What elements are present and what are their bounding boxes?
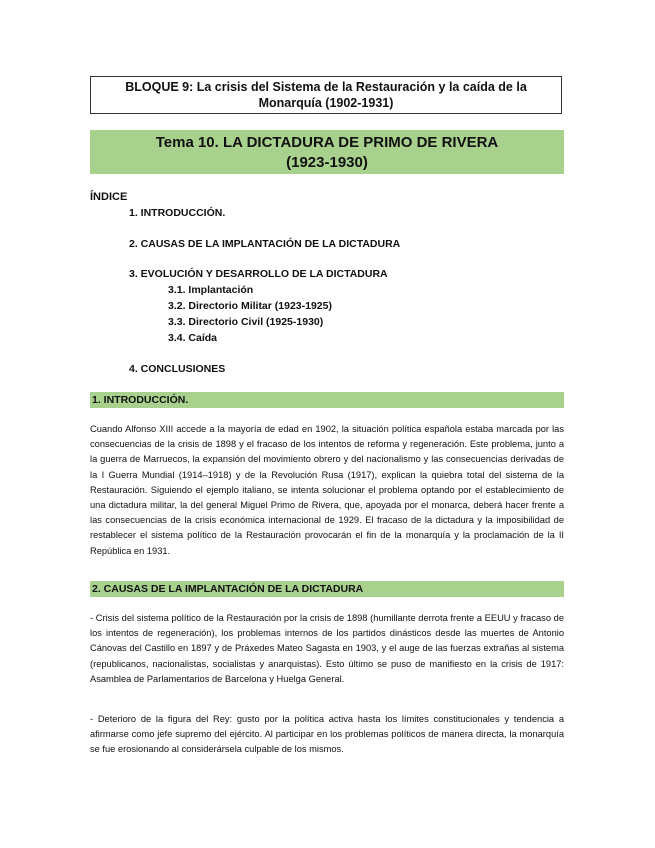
tema-title-line2: (1923-1930) [286,154,368,171]
toc-item-2: 2. CAUSAS DE LA IMPLANTACIÓN DE LA DICTADURA [129,238,401,250]
paragraph-causas-1: - Crisis del sistema político de la Restauración por la crisis de 1898 (humillante derrota frente a EEUU y fracaso de los intentos de regeneración), los problemas internos de los partidos dinásticos desde las muertes de Antonio Cánovas del Castillo en 1897 y de Práxedes Mateo Sagasta en 1903, y el auge de las fuerzas extrañas al sistema (republicanos, nacionalistas, socialistas y anarquistas). Esto último se puso de manifiesto en la crisis de 1917: Asamblea de Parlamentarios de Barcelona y Huelga General. [90,613,564,684]
section-heading-causas: 2. CAUSAS DE LA IMPLANTACIÓN DE LA DICTADURA [90,581,564,597]
toc-subitem-3-2: 3.2. Directorio Militar (1923-1925) [168,300,332,312]
toc-subitem-3-3: 3.3. Directorio Civil (1925-1930) [168,316,324,328]
tema-title-line1: Tema 10. LA DICTADURA DE PRIMO DE RIVERA [155,134,499,151]
bloque-title-line1: BLOQUE 9: La crisis del Sistema de la Restauración y la caída de la [125,80,527,94]
toc-subitem-3-4: 3.4. Caída [168,332,218,344]
toc-item-4: 4. CONCLUSIONES [129,363,226,375]
section-heading-introduccion: 1. INTRODUCCIÓN. [90,392,564,408]
toc-subitem-3-1: 3.1. Implantación [168,284,254,296]
tema-title-banner [90,130,564,174]
toc-item-3: 3. EVOLUCIÓN Y DESARROLLO DE LA DICTADURA [129,268,388,280]
toc-item-1: 1. INTRODUCCIÓN. [129,207,226,219]
bloque-title-box [90,76,562,114]
bloque-title-line2: Monarquía (1902-1931) [258,96,394,110]
paragraph-causas-2: - Deterioro de la figura del Rey: gusto por la política activa hasta los límites constitucionales y tendencia a afirmarse como jefe supremo del ejército. Al participar en los problemas políticos de manera directa, la monarquía se fue erosionando al considerársela culpable de los mismos. [90,714,564,755]
indice-heading: ÍNDICE [90,191,128,203]
paragraph-introduccion: Cuando Alfonso XIII accede a la mayoría de edad en 1902, la situación política española estaba marcada por las consecuencias de la crisis de 1898 y el fracaso de los intentos de reforma y regeneración. Este problema, junto a la guerra de Marruecos, la expansión del movimiento obrero y del nacionalismo y las consecuencias derivadas de la I Guerra Mundial (1914–1918) y de la Revolución Rusa (1917), explican la quiebra total del sistema de la Restauración. Siguiendo el ejemplo italiano, se intenta solucionar el problema optando por el establecimiento de una dictadura militar, la del general Miguel Primo de Rivera, que, apoyada por el monarca, deberá hacer frente a las consecuencias de la crisis económica internacional de 1929. El fracaso de la dictadura y la imposibilidad de restablecer el sistema político de la Restauración provocarán el fin de la monarquía y la proclamación de la II República en 1931. [90,424,564,556]
